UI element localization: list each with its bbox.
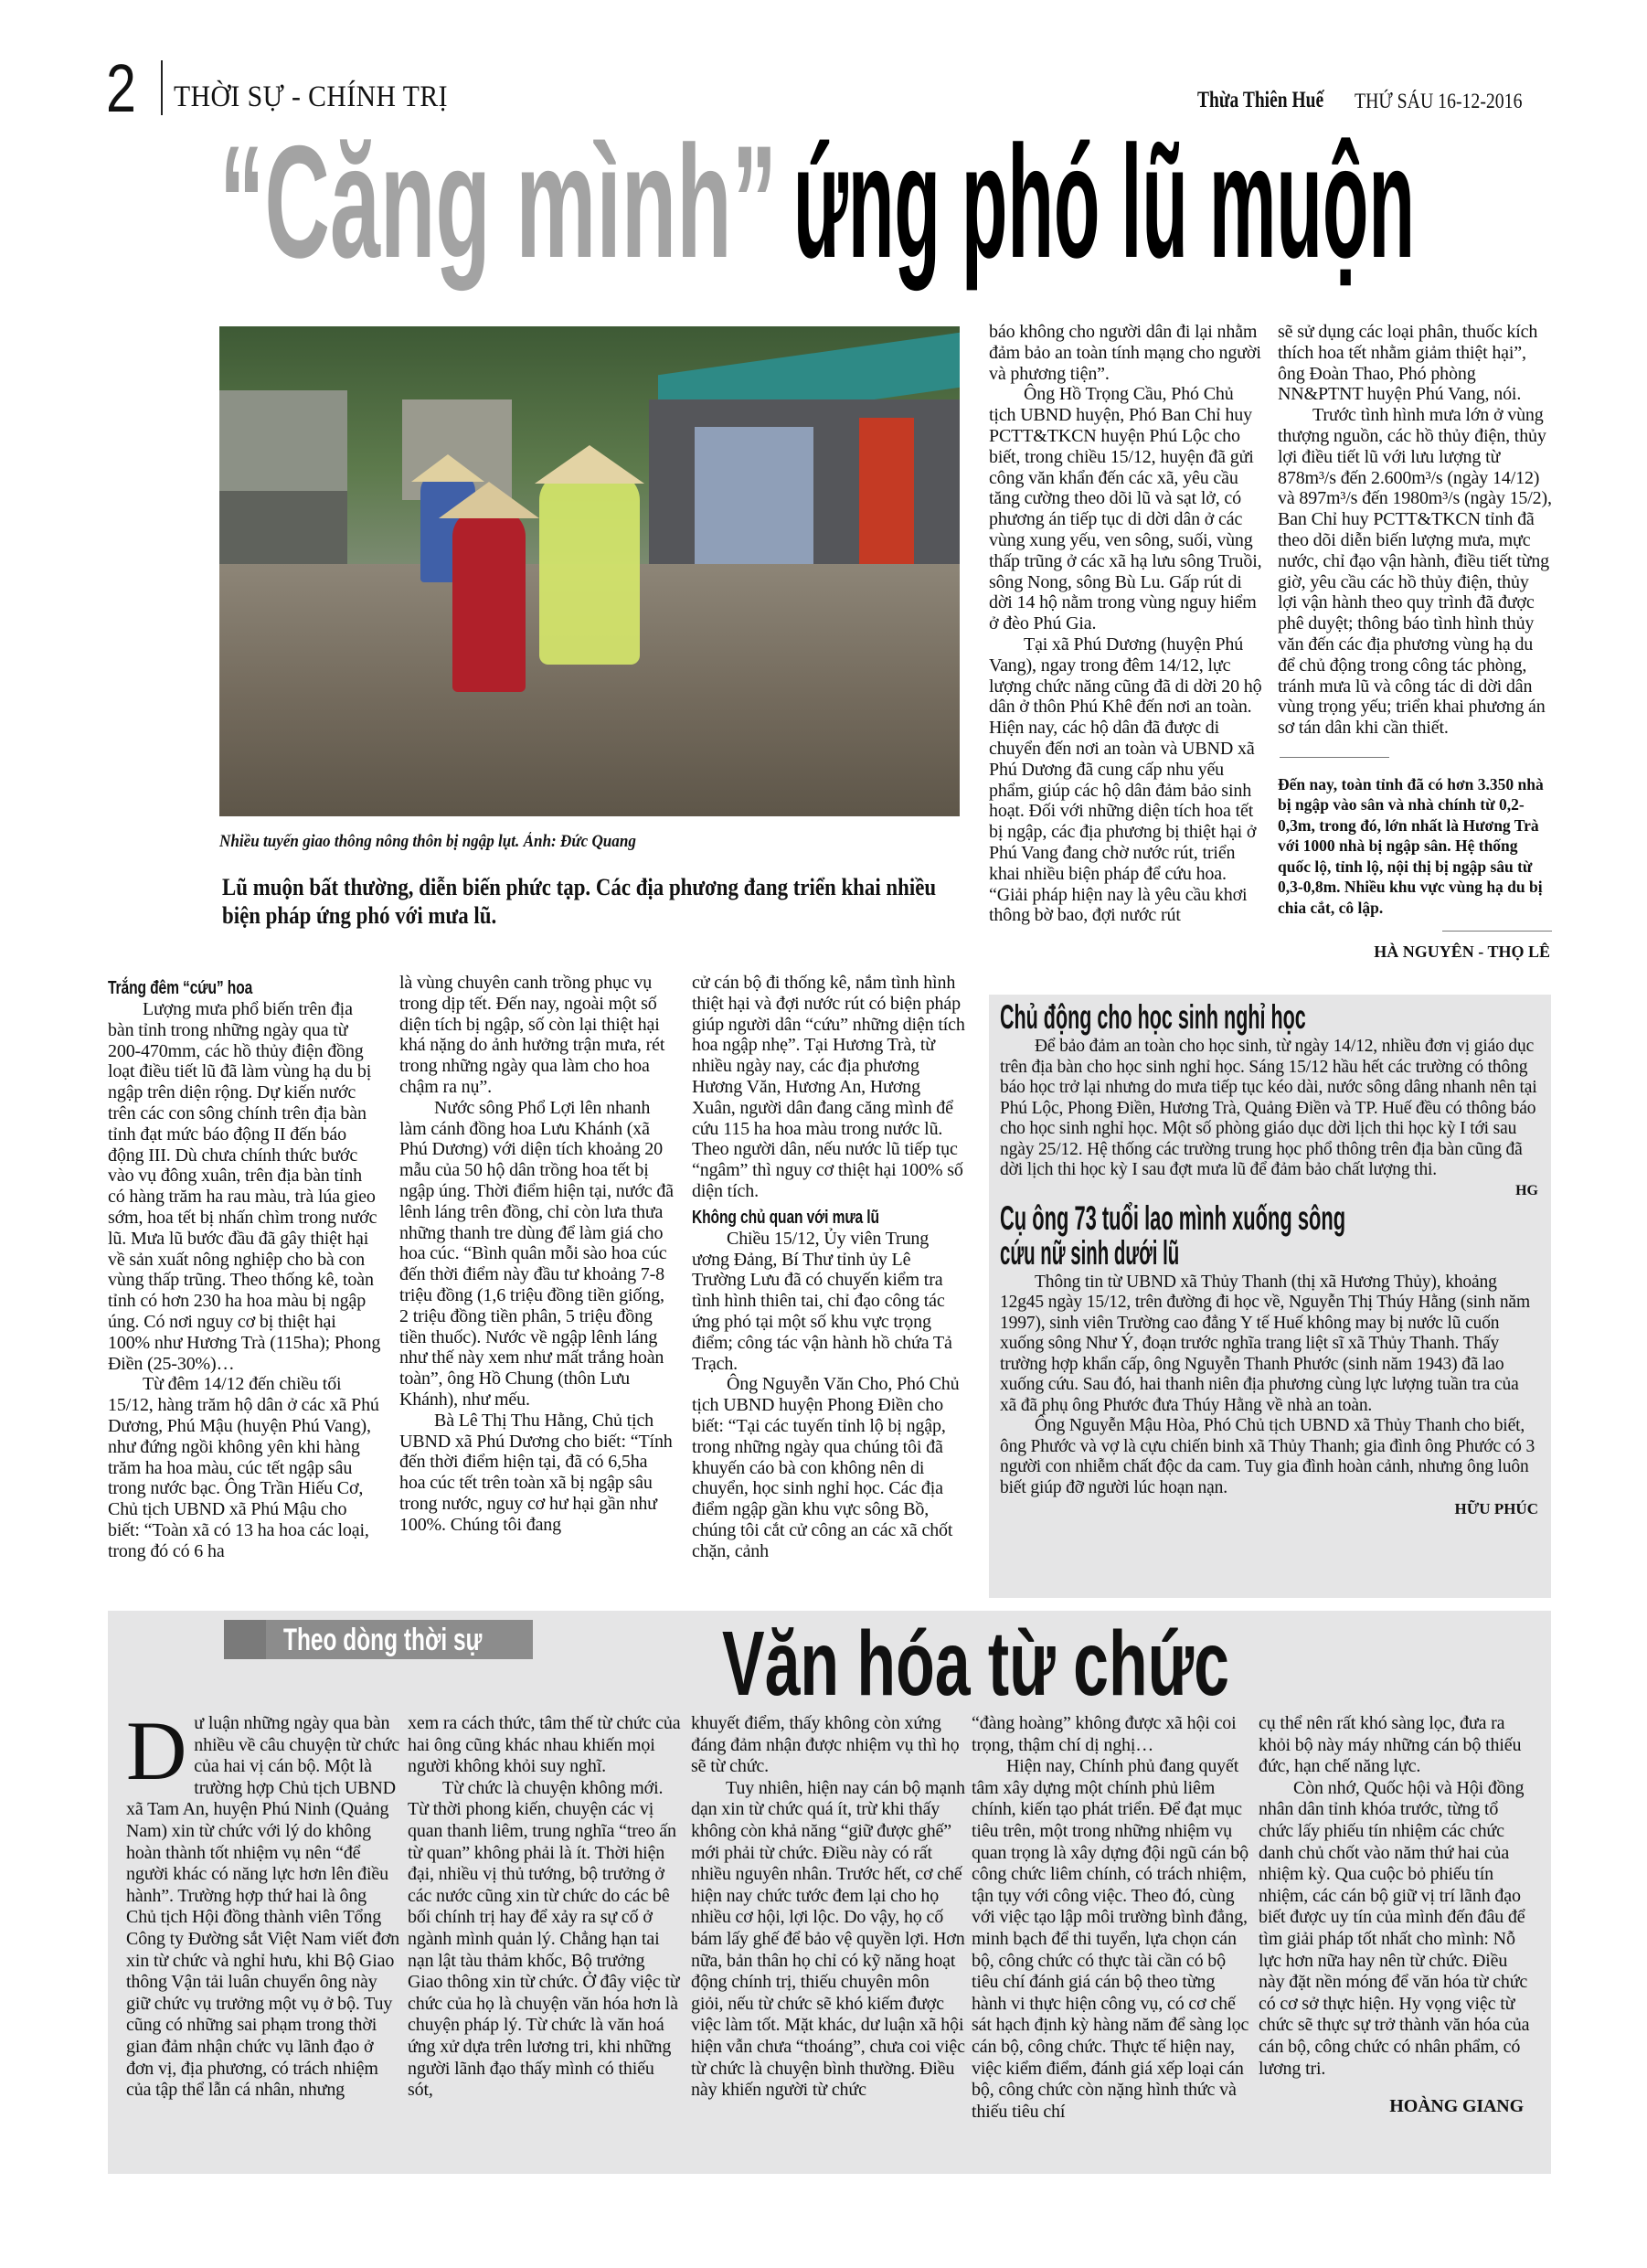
paragraph: xem ra cách thức, tâm thế từ chức của hai ông cũng khác nhau khiến mọi người không khỏi suy nghĩ.	[408, 1713, 681, 1777]
editorial-column-1	[126, 1704, 400, 2102]
paragraph: Còn nhớ, Quốc hội và Hội đồng nhân dân tỉnh khóa trước, từng tổ chức lấy phiếu tín nhiệm các chức danh chủ chốt vào năm thứ hai của nhiệm kỳ. Qua cuộc bỏ phiếu tín nhiệm, các cán bộ giữ vị trí lãnh đạo biết được uy tín của mình đến đâu để tìm giải pháp tốt nhất cho mình: Nỗ lực hơn nữa hay nên từ chức. Điều này đặt nền móng để văn hóa từ chức có cơ sở thực hiện. Hy vọng việc từ chức sẽ thực sự trở thành văn hóa của cán bộ, công chức có nhân phẩm, có lương tri.	[1259, 1777, 1530, 2079]
column-label	[224, 1620, 533, 1659]
column-label-text: Theo dòng thời sự	[283, 1623, 483, 1657]
headline-grey: “Căng mình”	[219, 113, 778, 292]
paragraph: Ông Nguyễn Mậu Hòa, Phó Chủ tịch UBND xã Thủy Thanh cho biết, ông Phước và vợ là cựu chiến binh xã Thủy Thanh; gia đình ông Phước có 3 người con nhiễm chất độc da cam. Tuy gia đình hoàn cảnh, nhưng ông luôn biết giúp đỡ người lúc hoạn nạn.	[1000, 1416, 1535, 1497]
article-column-5	[1278, 322, 1552, 739]
paragraph: Từ chức là chuyện không mới. Từ thời phong kiến, chuyện các vị quan thanh liêm, trung nghĩa “treo ấn từ quan” không phải là ít. Thời hiện đại, nhiều vị thủ tướng, bộ trưởng ở các nước cũng xin từ chức do các bê bối chính trị hay để xảy ra sự cố ở ngành mình quản lý. Chẳng hạn tai nạn lật tàu thảm khốc, Bộ trưởng Giao thông xin từ chức. Ở đây việc từ chức của họ là chuyện văn hóa hơn là chuyện pháp lý. Từ chức là văn hoá ứng xử dựa trên lương tri, khi những người lãnh đạo thấy mình có thiếu sót,	[408, 1777, 680, 2101]
subheading: Trắng đêm “cứu” hoa	[108, 978, 253, 998]
editorial-column-2	[408, 1713, 682, 2102]
sidebar-story-1-title: Chủ động cho học sinh nghỉ học	[1000, 998, 1306, 1036]
article-column-3	[692, 973, 966, 1562]
editorial-column-3	[691, 1713, 965, 2102]
page-number: 2	[106, 50, 136, 126]
paragraph: Chiều 15/12, Ủy viên Trung ương Đảng, Bí Thư tỉnh ủy Lê Trường Lưu đã có chuyến kiểm tra tình hình thiên tai, chỉ đạo công tác ứng phó tại một số khu vực trọng điểm; công tác vận hành hồ chứa Tả Trạch.	[692, 1228, 952, 1374]
editorial-column-4	[972, 1713, 1250, 2123]
drop-cap: D	[126, 1704, 187, 1797]
article-column-4	[989, 322, 1263, 926]
paragraph: “đàng hoàng” không được xã hội coi trọng, thậm chí dị nghị…	[972, 1713, 1237, 1755]
header-divider	[161, 60, 163, 115]
paragraph: Ông Nguyễn Văn Cho, Phó Chủ tịch UBND huyện Phong Điền cho biết: “Tại các tuyến tỉnh lộ bị ngập, trong những ngày qua chúng tôi đã khuyến cáo bà con không nên di chuyển, học sinh nghỉ học. Các địa điểm ngập gần khu vực sông Bồ, chúng tôi cắt cử công an các xã chốt chặn, cảnh	[692, 1374, 960, 1561]
subheading: Không chủ quan với mưa lũ	[692, 1207, 879, 1228]
sidebar-story-2-byline: HỮU PHÚC	[1454, 1500, 1538, 1517]
editorial-title: Văn hóa từ chức	[722, 1613, 1229, 1715]
sidebar-story-1-byline: HG	[1515, 1182, 1538, 1198]
article-byline: HÀ NGUYÊN - THỌ LÊ	[1374, 942, 1550, 962]
paragraph: Tuy nhiên, hiện nay cán bộ mạnh dạn xin từ chức quá ít, trừ khi thấy không còn khả năng “giữ được ghế” mới phải từ chức. Điều này có rất nhiều nguyên nhân. Trước hết, cơ chế hiện nay chức tước đem lại cho họ nhiều cơ hội, lợi lộc. Do vậy, họ cố bám lấy ghế để bảo vệ quyền lợi. Hơn nữa, bản thân họ chỉ có kỹ năng hoạt động chính trị, thiếu chuyên môn giỏi, nếu từ chức sẽ khó kiếm được việc làm tốt. Mặt khác, dư luận xã hội hiện vẫn chưa “thoáng”, chưa coi việc từ chức là chuyện bình thường. Điều này khiến người từ chức	[691, 1777, 965, 2101]
editorial-column-5	[1259, 1713, 1533, 2118]
paragraph: Hiện nay, Chính phủ đang quyết tâm xây dựng một chính phủ liêm chính, kiến tạo phát triển. Để đạt mục tiêu trên, một trong những nhiệm vụ quan trọng là xây dựng đội ngũ cán bộ công chức liêm chính, có trách nhiệm, tận tụy với công việc. Theo đó, cùng với việc tạo lập môi trường bình đẳng, minh bạch để thi tuyển, lựa chọn cán bộ, công chức có thực tài cần có bộ tiêu chí đánh giá cán bộ theo từng hành vi thực hiện công vụ, có cơ chế sát hạch định kỳ hàng năm để sàng lọc cán bộ, công chức. Thực tế hiện nay, việc kiểm điểm, đánh giá xếp loại cán bộ, công chức còn nặng hình thức và thiếu tiêu chí	[972, 1756, 1249, 2122]
paragraph: Tại xã Phú Dương (huyện Phú Vang), ngay trong đêm 14/12, lực lượng chức năng cũng đã di dời 20 hộ dân ở thôn Phú Khê đến nơi an toàn. Hiện nay, các hộ dân đã được di chuyển đến nơi an toàn và UBND xã Phú Dương đã cung cấp nhu yếu phẩm, giúp các hộ dân đảm bảo sinh hoạt. Đối với những diện tích hoa tết bị ngập, các địa phương bị thiệt hại ở Phú Vang đang chờ nước rút, triển khai nhiều biện pháp để cứu hoa. “Giải pháp hiện nay là yêu cầu khơi thông bờ bao, đợi nước rút	[989, 634, 1262, 926]
paragraph: Lượng mưa phổ biến trên địa bàn tỉnh trong những ngày qua từ 200-470mm, các hồ thủy điện đồng loạt điều tiết lũ đã làm vùng hạ du bị ngập trên diện rộng. Dự kiến nước trên các con sông chính trên địa bàn tỉnh đạt mức báo động II đến báo động III. Dù chưa chính thức bước vào vụ đông xuân, trên địa bàn tỉnh có hàng trăm ha rau màu, trà lúa gieo sớm, hoa tết bị nhấn chìm trong nước lũ. Mưa lũ bước đầu đã gây thiệt hại về sản xuất nông nghiệp cho bà con vùng thấp trũng. Theo thống kê, toàn tỉnh có hơn 230 ha hoa màu bị ngập úng. Có nơi nguy cơ bị thiệt hại 100% như Hương Trà (115ha); Phong Điền (25-30%)…	[108, 999, 381, 1374]
photo-caption: Nhiều tuyến giao thông nông thôn bị ngập lụt. Ảnh: Đức Quang	[219, 832, 636, 851]
paragraph: Bà Lê Thị Thu Hằng, Chủ tịch UBND xã Phú Dương cho biết: “Tính đến thời điểm hiện tại, đã có 6,5ha hoa cúc tết trên toàn xã bị ngập sâu trong nước, nguy cơ hư hại gần như 100%. Chúng tôi đang	[399, 1410, 673, 1535]
paragraph: Nước sông Phổ Lợi lên nhanh làm cánh đồng hoa Lưu Khánh (xã Phú Dương) với diện tích khoảng 20 mẫu của 50 hộ dân trồng hoa tết bị ngập úng. Thời điểm hiện tại, nước đã lênh láng trên đồng, chỉ còn lưa thưa những thanh tre dùng để làm giá cho hoa cúc. “Bình quân mỗi sào hoa cúc đến thời điểm này đầu tư khoảng 7-8 triệu đồng (1,6 triệu đồng tiền giống, 2 triệu đồng tiền phân, 5 triệu đồng tiền thuốc). Nước về ngập lênh láng như thế này xem như mất trắng hoàn toàn”, ông Hồ Chung (thôn Lưu Khánh), như mếu.	[399, 1097, 674, 1410]
paragraph: ư luận những ngày qua bàn nhiều về câu chuyện từ chức của hai vị cán bộ. Một là trường hợp Chủ tịch UBND xã Tam An, huyện Phú Ninh (Quảng Nam) xin từ chức với lý do không hoàn thành tốt nhiệm vụ nên “để người khác có năng lực hơn lên điều hành”. Trường hợp thứ hai là ông Chủ tịch Hội đồng thành viên Tổng Công ty Đường sắt Việt Nam viết đơn xin từ chức và nghỉ hưu, khi Bộ Giao thông Vận tải luân chuyển ông này giữ chức vụ trưởng một vụ ở bộ. Tuy cũng có những sai phạm trong thời gian đảm nhận chức vụ lãnh đạo ở đơn vị, địa phương, có trách nhiệm của tập thể lẫn cá nhân, nhưng	[126, 1713, 400, 2101]
highlight-box: Đến nay, toàn tỉnh đã có hơn 3.350 nhà bị ngập vào sân và nhà chính từ 0,2-0,3m, trong đó, lớn nhất là Hương Trà với 1000 nhà bị ngập sân. Hệ thống quốc lộ, tỉnh lộ, nội thị bị ngập sâu từ 0,3-0,8m. Nhiều khu vực vùng hạ du bị chia cắt, cô lập.	[1278, 774, 1544, 917]
paragraph: Ông Hồ Trọng Cầu, Phó Chủ tịch UBND huyện, Phó Ban Chỉ huy PCTT&TKCN huyện Phú Lộc cho biết, trong chiều 15/12, huyện đã gửi công văn khẩn đến các xã, yêu cầu tăng cường theo dõi lũ và sạt lở, có phương án tiếp tục di dời dân ở các vùng xung yếu, ven sông, suối, vùng thấp trũng ở các xã hạ lưu sông Truồi, sông Nong, sông Bù Lu. Gấp rút di dời 14 hộ nằm trong vùng nguy hiểm ở đèo Phú Gia.	[989, 384, 1262, 634]
sidebar-story-2-title-line-2: cứu nữ sinh dưới lũ	[1000, 1233, 1180, 1272]
sidebar-story-2-title-line-1: Cụ ông 73 tuổi lao mình xuống sông	[1000, 1198, 1346, 1237]
article-lede: Lũ muộn bất thường, diễn biến phức tạp. Các địa phương đang triển khai nhiều biện pháp ứng phó với mưa lũ.	[222, 874, 937, 929]
section-title: THỜI SỰ - CHÍNH TRỊ	[174, 80, 448, 113]
paragraph: khuyết điểm, thấy không còn xứng đáng đảm nhận được nhiệm vụ thì họ sẽ từ chức.	[691, 1713, 960, 1777]
paragraph: Thông tin từ UBND xã Thủy Thanh (thị xã Hương Thủy), khoảng 12g45 ngày 15/12, trên đường đi học về, Nguyễn Thị Thúy Hằng (sinh năm 1997), sinh viên Trường cao đẳng Y tế Huế không may bị nước lũ cuốn xuống sông Như Ý, đoạn trước nghĩa trang liệt sĩ xã Thủy Thanh. Thấy trường hợp khẩn cấp, ông Nguyễn Thanh Phước (sinh năm 1943) đã lao xuống cứu. Sau đó, hai thanh niên địa phương cùng lực lượng tuần tra của xã đã phụ ông Phước đưa Thúy Hằng về nhà an toàn.	[1000, 1272, 1530, 1415]
headline-black: ứng phó lũ muộn	[793, 113, 1415, 292]
article-column-1	[108, 973, 382, 1562]
paragraph: Để bảo đảm an toàn cho học sinh, từ ngày 14/12, nhiều đơn vị giáo dục trên địa bàn cho học sinh nghỉ học. Sáng 15/12 hầu hết các trường có thông báo học trở lại nhưng do mưa tiếp tục kéo dài, nước sông dâng nhanh nên tại Phú Lộc, Phong Điền, Hương Trà, Quảng Điền và TP. Huế đều có thông báo cho học sinh nghỉ học. Một số phòng giáo dục dời lịch thi học kỳ I tới sau ngày 25/12. Hệ thống các trường trung học phổ thông trên địa bàn cũng đã dời lịch thi học kỳ I sau đợt mưa lũ để đảm bảo chất lượng thi.	[1000, 1037, 1537, 1179]
paragraph: báo không cho người dân đi lại nhằm đảm bảo an toàn tính mạng cho người và phương tiện”.	[989, 322, 1261, 384]
sidebar-box	[989, 995, 1551, 1598]
article-column-2	[399, 973, 674, 1536]
divider	[1280, 757, 1389, 758]
paragraph: Trước tình hình mưa lớn ở vùng thượng nguồn, các hồ thủy điện, thủy lợi điều tiết lũ với lưu lượng từ 878m³/s đến 2.600m³/s (ngày 14/12) và 897m³/s đến 1980m³/s (ngày 15/2), Ban Chỉ huy PCTT&TKCN tỉnh đã theo dõi diễn biến lượng mưa, mực nước, chỉ đạo vận hành, điều tiết từng giờ, yêu cầu các hồ thủy điện, thủy lợi vận hành theo quy trình đã được phê duyệt; thông báo tình hình thủy văn đến các địa phương vùng hạ du để chủ động trong công tác phòng, tránh mưa lũ và công tác di dời dân vùng trọng yếu; triển khai phương án sơ tán dân khi cần thiết.	[1278, 405, 1552, 739]
divider	[1442, 931, 1552, 932]
paragraph: cụ thể nên rất khó sàng lọc, đưa ra khỏi bộ này máy những cán bộ thiếu đức, hạn chế năng lực.	[1259, 1713, 1522, 1777]
issue-date: THỨ SÁU 16-12-2016	[1355, 90, 1523, 112]
article-column-5-group	[1278, 322, 1552, 962]
newspaper-name: Thừa Thiên Huế	[1197, 88, 1324, 112]
paragraph: là vùng chuyên canh trồng phục vụ trong dịp tết. Đến nay, ngoài một số diện tích bị ngập, số còn lại thiệt hại khá nặng do ảnh hưởng trận mưa, rét trong những ngày qua làm cho hoa chậm ra nụ”.	[399, 973, 665, 1097]
paragraph: Từ đêm 14/12 đến chiều tối 15/12, hàng trăm hộ dân ở các xã Phú Dương, Phú Mậu (huyện Phú Vang), như đứng ngồi không yên khi hàng trăm ha hoa màu, cúc tết ngập sâu trong nước bạc. Ông Trần Hiếu Cơ, Chủ tịch UBND xã Phú Mậu cho biết: “Toàn xã có 13 ha hoa các loại, trong đó có 6 ha	[108, 1374, 379, 1561]
paragraph: cử cán bộ đi thống kê, nắm tình hình thiệt hại và đợi nước rút có biện pháp giúp người dân “cứu” những diện tích hoa ngập nhẹ”. Tại Hương Trà, từ nhiều ngày nay, các địa phương Hương Văn, Hương An, Hương Xuân, người dân đang căng mình để cứu 115 ha hoa màu trong nước lũ. Theo người dân, nếu nước lũ tiếp tục “ngâm” thì nguy cơ thiệt hại 100% số diện tích.	[692, 973, 965, 1201]
paragraph: sẽ sử dụng các loại phân, thuốc kích thích hoa tết nhằm giảm thiệt hại”, ông Đoàn Thao, Phó phòng NN&PTNT huyện Phú Vang, nói.	[1278, 322, 1538, 405]
editorial-byline: HOÀNG GIANG	[1389, 2096, 1524, 2117]
flood-photo	[219, 326, 960, 816]
